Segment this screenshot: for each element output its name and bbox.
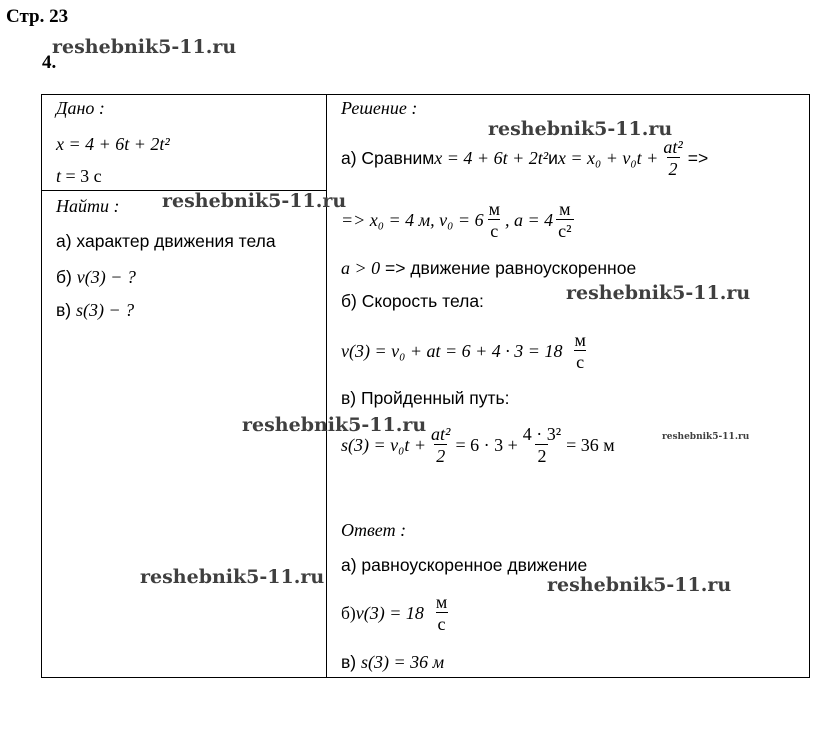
solution-part-b-heading: б) Скорость тела: xyxy=(341,291,484,311)
fraction: $\frac{\text{4 · 3²}}{2}$ xyxy=(522,424,562,466)
watermark: reshebnik5-11.ru xyxy=(52,36,237,58)
page-title: Стр. 23 xyxy=(6,6,69,27)
solution-distance: s(3) = v₀t + $\frac{\text{at²}}{2}$ = 6 · 3 + $\frac{\text{4 · 3²}}{2}$ = 36 м xyxy=(341,424,615,466)
solution-line-motion: a > 0 => движение равноускоренное xyxy=(341,258,637,278)
unit-fraction: $\frac{м}{\text{с²}}$ xyxy=(558,199,572,241)
watermark-small: reshebnik5-11.ru xyxy=(662,432,750,442)
unit-fraction: $\frac{м}{с}$ xyxy=(574,330,586,372)
given-time: t = 3 с xyxy=(56,166,102,186)
watermark: reshebnik5-11.ru xyxy=(547,574,732,596)
find-item-b: б) v(3) − ? xyxy=(56,267,136,287)
unit-fraction: $\frac{м}{с}$ xyxy=(435,592,448,634)
solution-line-a: а) Сравним x = 4 + 6t + 2t² и x = x₀ + v₀t + $\frac{\text{at²}}{2}$ => xyxy=(341,137,709,179)
solution-part-c-heading: в) Пройденный путь: xyxy=(341,388,510,408)
find-label: Найти : xyxy=(56,196,120,216)
column-divider xyxy=(326,94,327,678)
watermark: reshebnik5-11.ru xyxy=(488,118,673,140)
given-label: Дано : xyxy=(56,98,105,118)
solution-velocity: v(3) = v₀ + at = 6 + 4 · 3 = 18 $\frac{м}{с}$ xyxy=(341,330,586,372)
answer-label: Ответ : xyxy=(341,520,407,540)
answer-item-b: б) v(3) = 18 $\frac{м}{с}$ xyxy=(341,592,448,634)
answer-item-c: в) s(3) = 36 м xyxy=(341,652,445,672)
given-equation: x = 4 + 6t + 2t² xyxy=(56,134,170,154)
find-item-c: в) s(3) − ? xyxy=(56,300,135,320)
find-item-a: а) характер движения тела xyxy=(56,231,276,251)
watermark: reshebnik5-11.ru xyxy=(566,282,751,304)
task-number: 4. xyxy=(42,52,57,73)
solution-line-initial: => x₀ = 4 м, v₀ = 6 $\frac{м}{с}$ , a = 4 $\frac{м}{\text{с²}}$ xyxy=(341,199,572,241)
fraction: $\frac{\text{at²}}{2}$ xyxy=(431,424,451,466)
watermark: reshebnik5-11.ru xyxy=(140,566,325,588)
solution-label: Решение : xyxy=(341,98,418,118)
watermark: reshebnik5-11.ru xyxy=(242,414,427,436)
unit-fraction: $\frac{м}{с}$ xyxy=(488,199,500,241)
fraction: $\frac{\text{at²}}{2}$ xyxy=(663,137,683,179)
answer-item-a: а) равноускоренное движение xyxy=(341,555,588,575)
watermark: reshebnik5-11.ru xyxy=(162,190,347,212)
